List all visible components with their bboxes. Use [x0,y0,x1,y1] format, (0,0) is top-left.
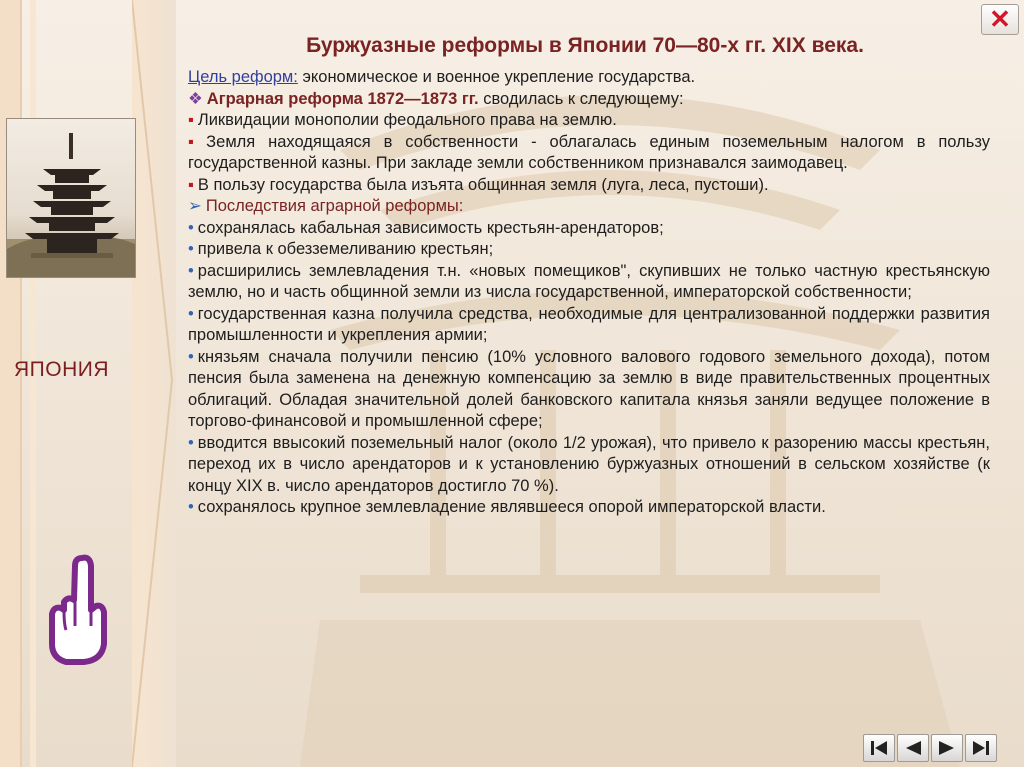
list-item: • князьям сначала получили пенсию (10% условного валового годового земельного дохода), потом пенсия была заменена на денежную компенсацию за землю в виде правительственных процентных облигаций. Обладая значительной долей банковского капитала князья заняли ведущее положение в торгово-финансовой и промышленной сфере; [188,347,990,430]
agrarian-rest: сводилась к следующему: [478,89,684,108]
goal-line [188,67,990,89]
consequences-list [188,218,990,519]
dot-bullet-icon: • [188,218,194,237]
list-item: • привела к обезземеливанию крестьян; [188,240,494,258]
pagoda-photo [6,118,136,278]
last-slide-button[interactable] [965,734,997,762]
goal-label[interactable]: Цель реформ: [188,68,298,86]
list-item: ▪ Земля находящаяся в собственности - облагалась единым поземельным налогом в пользу государственной казны. При закладе земли собственником признавался заимодавец. [188,132,990,172]
arrow-bullet-icon: ➢ [188,197,202,215]
slide-content [188,67,990,519]
dot-bullet-icon: • [188,498,194,516]
square-bullet-icon: ▪ [188,111,194,129]
goal-text: экономическое и военное укрепление государства. [297,68,696,86]
agrarian-list [188,110,990,196]
prev-slide-button[interactable] [897,734,929,762]
consequences-heading: ➢ Последствия аграрной реформы: [188,197,464,215]
pointing-hand-icon[interactable] [44,552,114,668]
diamond-bullet-icon: ❖ [188,89,203,108]
list-item: • сохранялась кабальная зависимость крестьян-арендаторов; [188,218,664,237]
next-slide-icon [938,740,956,756]
last-slide-icon [972,740,990,756]
page-title: Буржуазные реформы в Японии 70—80-х гг. XIX века. [306,34,864,57]
agrarian-title: Аграрная реформа 1872—1873 гг. [206,89,479,108]
list-item: • расширились землевладения т.н. «новых помещиков", скупивших не только частную крестьянскую землю, но и часть общинной земли из числа государственной, императорской собственности; [188,261,990,301]
close-button[interactable] [981,4,1019,35]
slide-navigation [863,734,997,762]
first-slide-button[interactable] [863,734,895,762]
next-slide-button[interactable] [931,734,963,762]
close-icon: ✕ [989,4,1011,34]
square-bullet-icon: ▪ [188,132,203,151]
prev-slide-icon [904,740,922,756]
side-label: ЯПОНИЯ [14,358,110,381]
dot-bullet-icon: • [188,261,194,280]
list-item: • государственная казна получила средства, необходимые для централизованной поддержки развития промышленности и укрепления армии; [188,304,990,344]
list-item: ▪ В пользу государства была изъята общинная земля (луга, леса, пустоши). [188,175,769,194]
list-item: • сохранялось крупное землевладение являвшееся опорой императорской власти. [188,498,826,516]
list-item: • вводится ввысокий поземельный налог (около 1/2 урожая), что привело к разорению массы крестьян, переход их в число арендаторов и к установлению буржуазных отношений в сельском хозяйстве (к концу XIX в. число арендаторов достигло 70 %). [188,433,990,495]
dot-bullet-icon: • [188,347,194,366]
dot-bullet-icon: • [188,240,194,258]
agrarian-heading [188,89,990,111]
square-bullet-icon: ▪ [188,175,194,194]
dot-bullet-icon: • [188,304,194,323]
list-item: ▪ Ликвидации монополии феодального права на землю. [188,111,617,129]
chevron-decor [132,0,176,767]
dot-bullet-icon: • [188,433,194,452]
first-slide-icon [870,740,888,756]
